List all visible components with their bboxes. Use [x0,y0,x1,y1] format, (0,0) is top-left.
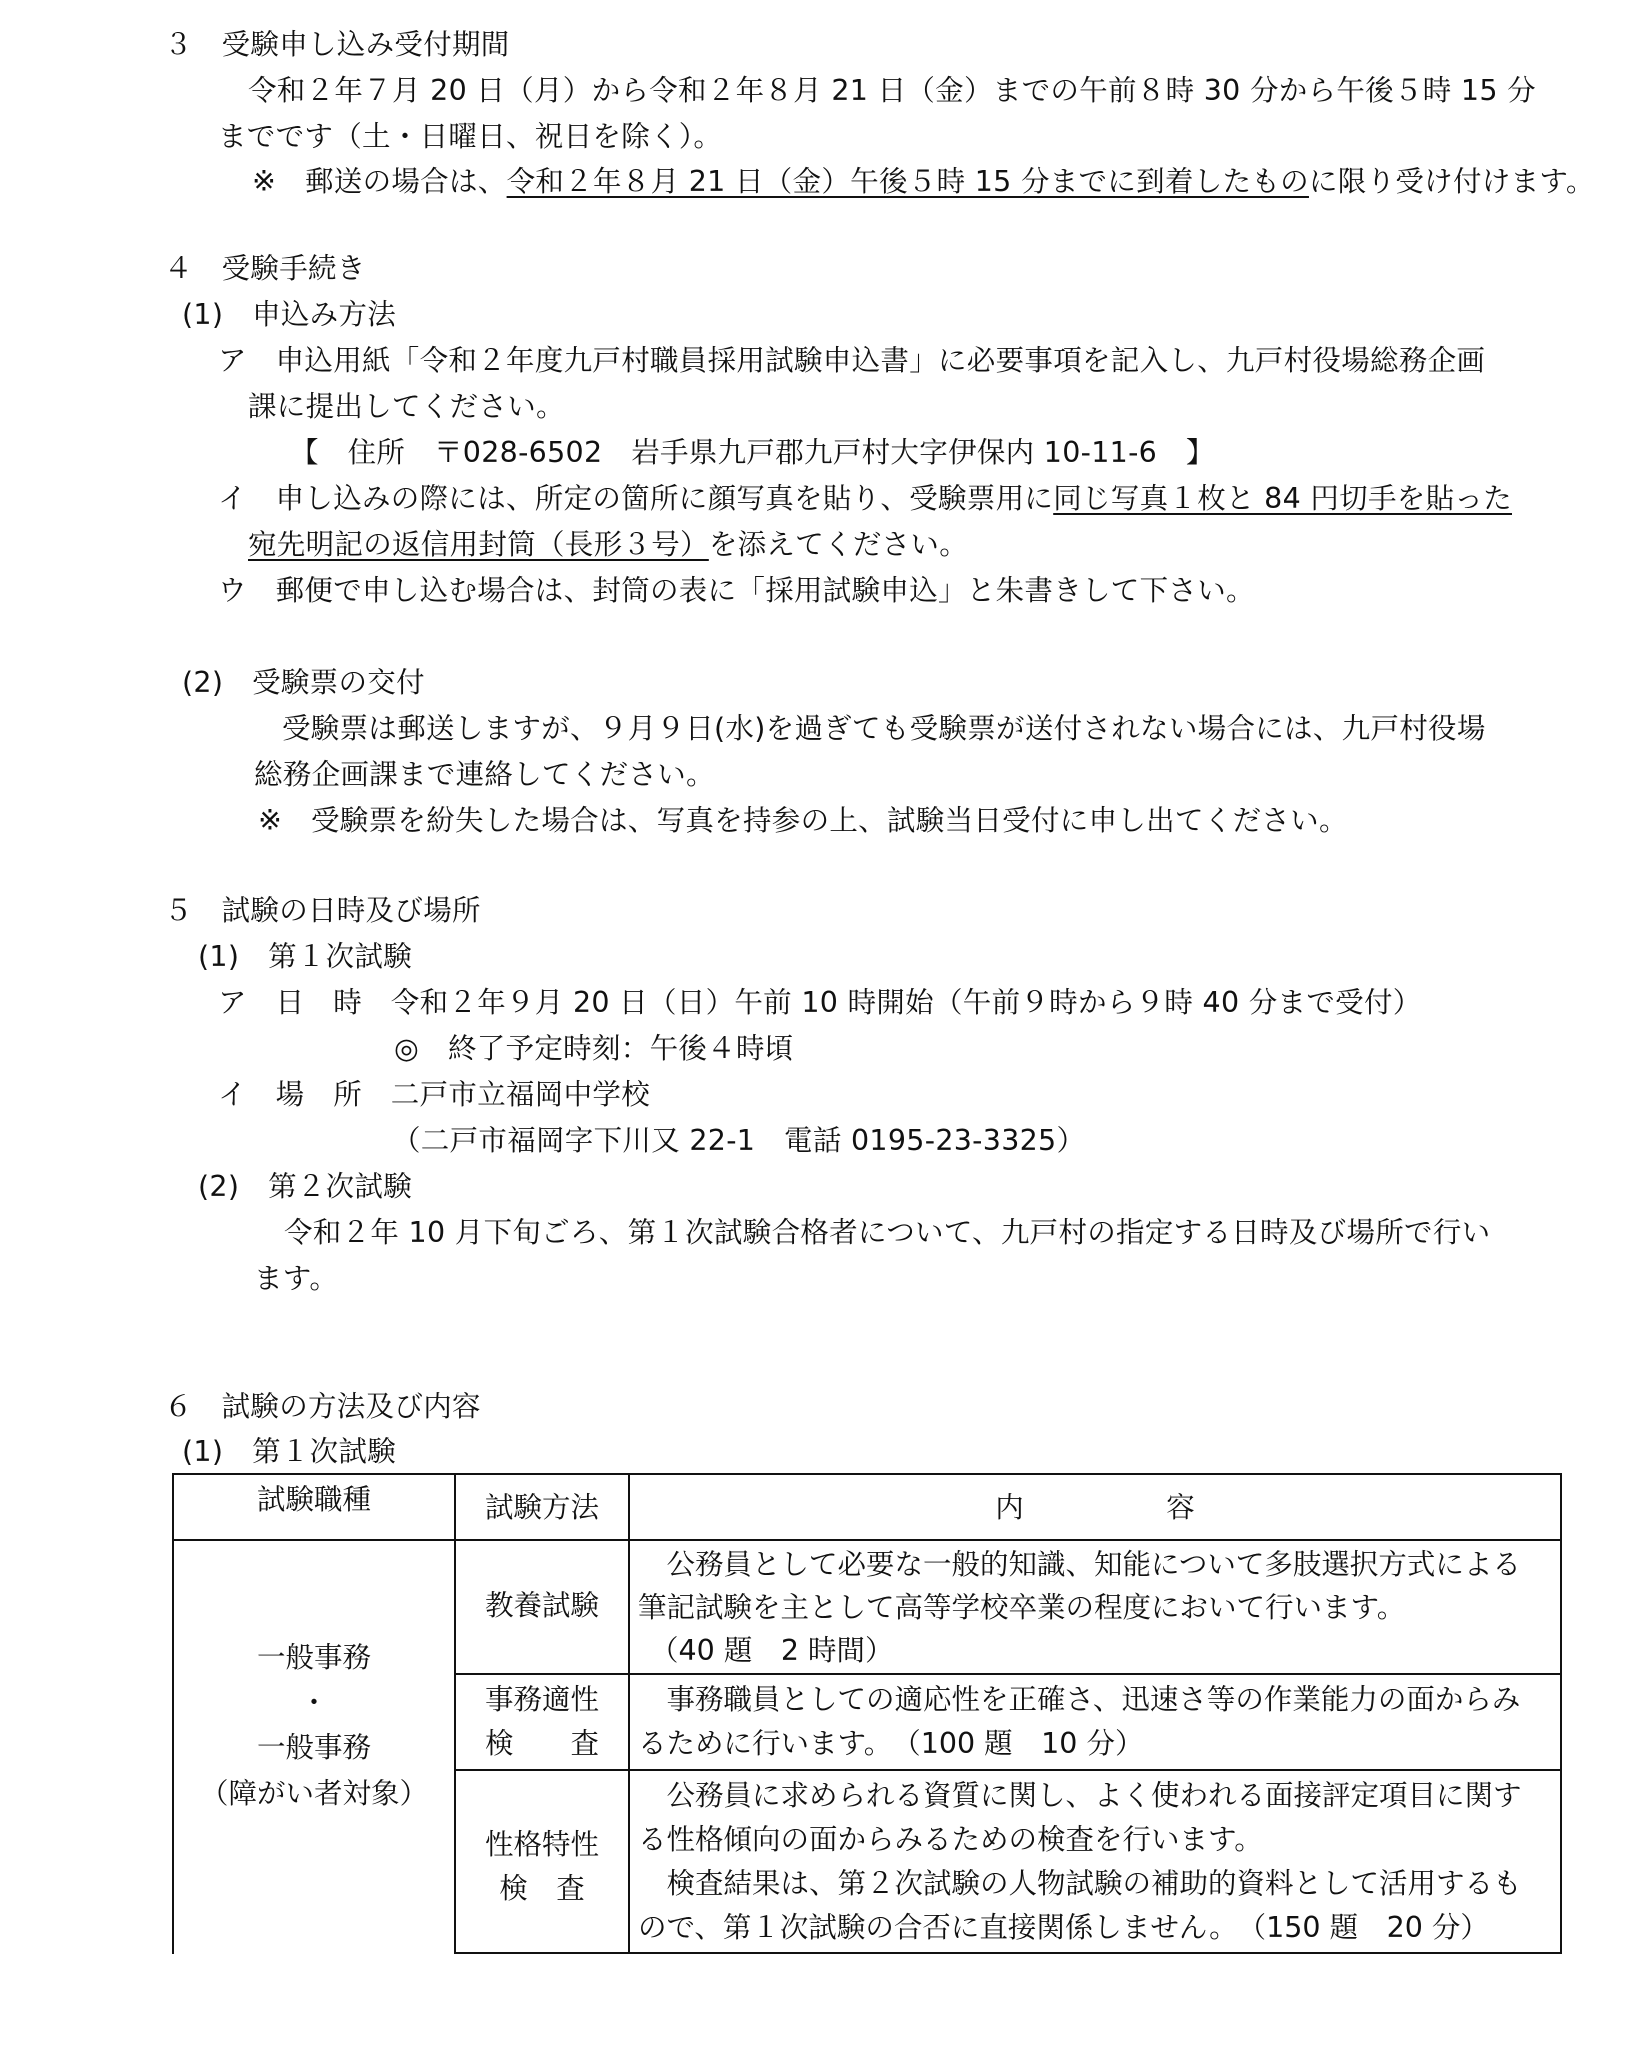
section-5-heading: ５ 試験の日時及び場所 [164,894,481,927]
item-i-underlined-2: 宛先明記の返信用封筒（長形３号） [248,528,709,561]
content-row-1-line-3: （40 題 2 時間） [650,1634,894,1667]
ticket-note: ※ 受験票を紛失した場合は、写真を持参の上、試験当日受付に申し出てください。 [258,804,1348,837]
content-row-3-line-1: 公務員に求められる資質に関し、よく使われる面接評定項目に関す [638,1779,1522,1812]
header-content: 内 容 [995,1491,1195,1524]
ticket-line-2: 総務企画課まで連絡してください。 [254,758,715,791]
row-divider-1 [454,1673,1562,1675]
address-line: 【 住所 〒028-6502 岩手県九戸郡九戸村大字伊保内 10-11-6 】 [290,436,1215,469]
row-divider-2 [454,1769,1562,1771]
table-border-top [172,1473,1562,1475]
section-4-sub-1: (1) 申込み方法 [182,298,397,331]
content-row-1-line-2: 筆記試験を主として高等学校卒業の程度において行います。 [638,1591,1406,1624]
exam-date-line: ア 日 時 令和２年９月 20 日（日）午前 10 時開始（午前９時から９時 40 分まで受付） [218,986,1422,1019]
content-row-3-line-2: る性格傾向の面からみるための検査を行います。 [638,1823,1263,1856]
content-row-3-line-3: 検査結果は、第２次試験の人物試験の補助的資料として活用するも [638,1867,1522,1900]
section-3-period-line-1: 令和２年７月 20 日（月）から令和２年８月 21 日（金）までの午前８時 30 分から午後５時 15 分 [248,74,1536,107]
exam-end-time: ◎ 終了予定時刻：午後４時頃 [394,1032,794,1065]
item-u-line: ウ 郵便で申し込む場合は、封筒の表に「採用試験申込」と朱書きして下さい。 [218,574,1255,607]
job-type-line-1: 一般事務 [256,1641,371,1674]
exam-method-table [172,1473,1562,1954]
method-personality-line-1: 性格特性 [484,1828,599,1861]
section-6-heading: ６ 試験の方法及び内容 [164,1390,481,1423]
section-3-mail-note [252,163,1595,201]
job-type-line-3: 一般事務 [256,1731,371,1764]
mail-note-prefix: ※ 郵送の場合は、 [252,165,507,198]
content-row-3-line-4: ので、第１次試験の合否に直接関係しません。 （150 題 20 分） [638,1911,1489,1944]
item-i-underlined-1: 同じ写真１枚と 84 円切手を貼った [1053,482,1512,515]
table-border-right [1560,1473,1562,1954]
section-6-sub-1: (1) 第１次試験 [182,1435,397,1468]
method-personality-line-2: 検 査 [499,1872,585,1905]
item-a-line-2: 課に提出してください。 [248,390,565,423]
method-general-exam: 教養試験 [484,1589,599,1622]
job-type-line-2: ・ [299,1686,329,1719]
header-job-type: 試験職種 [256,1483,371,1516]
content-row-1-line-1: 公務員として必要な一般的知識、知能について多肢選択方式による [638,1548,1521,1581]
ticket-line-1: 受験票は郵送しますが、９月９日(水)を過ぎても受験票が送付されない場合には、九戸村役場 [282,712,1486,745]
section-5-sub-1: (1) 第１次試験 [198,940,413,973]
second-exam-line-2: ます。 [254,1262,339,1295]
mail-note-deadline: 令和２年８月 21 日（金）午後５時 15 分までに到着したもの [506,165,1309,198]
content-row-2-line-2: るために行います。 （100 題 10 分） [638,1727,1144,1760]
item-i-suffix: を添えてください。 [708,528,969,561]
column-divider-2 [628,1473,630,1954]
item-i-prefix: イ 申し込みの際には、所定の箇所に顔写真を貼り、受験票用に [218,482,1054,515]
table-header-divider [172,1539,1562,1541]
job-type-line-4: （障がい者対象） [199,1777,428,1810]
item-i-line-1 [218,480,1512,518]
second-exam-line-1: 令和２年 10 月下旬ごろ、第１次試験合格者について、九戸村の指定する日時及び場所で行い [284,1216,1491,1249]
mail-note-suffix: に限り受け付けます。 [1308,165,1595,198]
header-method: 試験方法 [484,1491,599,1524]
content-row-2-line-1: 事務職員としての適応性を正確さ、迅速さ等の作業能力の面からみ [638,1683,1521,1716]
exam-place-line: イ 場 所 二戸市立福岡中学校 [218,1078,651,1111]
section-3-heading: ３ 受験申し込み受付期間 [164,28,510,61]
method-clerical-line-1: 事務適性 [484,1683,599,1716]
table-border-bottom [454,1952,1562,1954]
exam-place-address: （二戸市福岡字下川又 22-1 電話 0195-23-3325） [392,1124,1086,1157]
item-a-line-1: ア 申込用紙「令和２年度九戸村職員採用試験申込書」に必要事項を記入し、九戸村役場総務企画 [218,344,1486,377]
method-clerical-line-2: 検 査 [484,1727,599,1760]
section-4-sub-2: (2) 受験票の交付 [182,666,425,699]
section-5-sub-2: (2) 第２次試験 [198,1170,413,1203]
section-3-period-line-2: までです（土・日曜日、祝日を除く）。 [218,120,723,153]
item-i-line-2 [248,526,968,564]
section-4-heading: ４ 受験手続き [164,252,366,285]
